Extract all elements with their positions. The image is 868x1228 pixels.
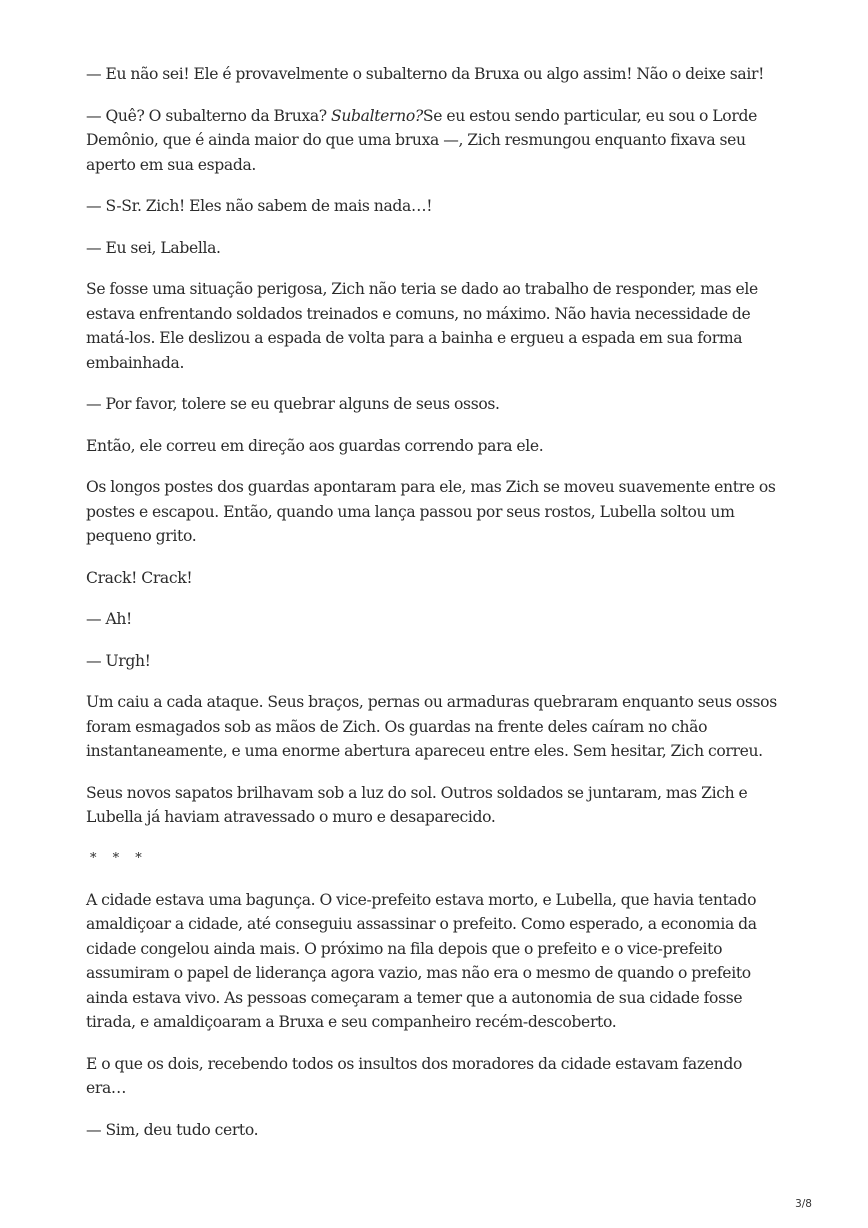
- scene-separator: * * *: [90, 850, 148, 866]
- paragraph: — Por favor, tolere se eu quebrar alguns de seus ossos.: [86, 395, 500, 413]
- paragraph: Seus novos sapatos brilhavam sob a luz do sol. Outros soldados se juntaram, mas Zich e Lubella já haviam atravessado o muro e desaparecido.: [86, 783, 748, 826]
- page-number: 3/8: [795, 1198, 812, 1210]
- paragraph: — Eu sei, Labella.: [86, 238, 221, 257]
- paragraph: — Ah!: [86, 610, 132, 628]
- paragraph: Se fosse uma situação perigosa, Zich não teria se dado ao trabalho de responder, mas ele estava enfrentando soldados treinados e comuns, no máximo. Não havia necessidade de matá-los. Ele deslizou a espada de volta para a bainha e ergueu a espada em sua forma embainhada.: [86, 280, 758, 372]
- document-page: [86, 62, 786, 1159]
- paragraph: E o que os dois, recebendo todos os insultos dos moradores da cidade estavam fazendo era…: [86, 1054, 742, 1097]
- paragraph: Então, ele correu em direção aos guardas correndo para ele.: [86, 436, 544, 455]
- paragraph: — Eu não sei! Ele é provavelmente o subalterno da Bruxa ou algo assim! Não o deixe sair!: [86, 65, 765, 83]
- paragraph: A cidade estava uma bagunça. O vice-prefeito estava morto, e Lubella, que havia tentado amaldiçoar a cidade, até conseguiu assassinar o prefeito. Como esperado, a economia da cidade congelou ainda mais. O próximo na fila depois que o prefeito e o vice-prefeito assumiram o papel de liderança agora vazio, mas não era o mesmo de quando o prefeito ainda estava vivo. As pessoas começaram a temer que a autonomia de sua cidade fosse tirada, e amaldiçoaram a Bruxa e seu companheiro recém-descoberto.: [86, 890, 757, 1031]
- paragraph: Crack! Crack!: [86, 568, 193, 587]
- paragraph: Um caiu a cada ataque. Seus braços, pernas ou armaduras quebraram enquanto seus ossos foram esmagados sob as mãos de Zich. Os guardas na frente deles caíram no chão instantaneamente, e uma enorme abertura apareceu entre eles. Sem hesitar, Zich correu.: [86, 693, 777, 760]
- paragraph: — S-Sr. Zich! Eles não sabem de mais nada…!: [86, 197, 433, 215]
- paragraph-text: — Quê? O subalterno da Bruxa?: [86, 106, 332, 125]
- paragraph: — Sim, deu tudo certo.: [86, 1120, 259, 1139]
- paragraph: — Urgh!: [86, 651, 151, 670]
- paragraph-text: Se eu estou sendo particular, eu sou o Lorde Demônio, que é ainda maior do que uma bruxa —, Zich resmungou enquanto fixava seu aperto em sua espada.: [86, 106, 757, 174]
- paragraph: [86, 104, 786, 178]
- paragraph-italic-text: Subalterno?: [331, 106, 423, 125]
- paragraph: Os longos postes dos guardas apontaram para ele, mas Zich se moveu suavemente entre os postes e escapou. Então, quando uma lança passou por seus rostos, Lubella soltou um pequeno grito.: [86, 478, 776, 545]
